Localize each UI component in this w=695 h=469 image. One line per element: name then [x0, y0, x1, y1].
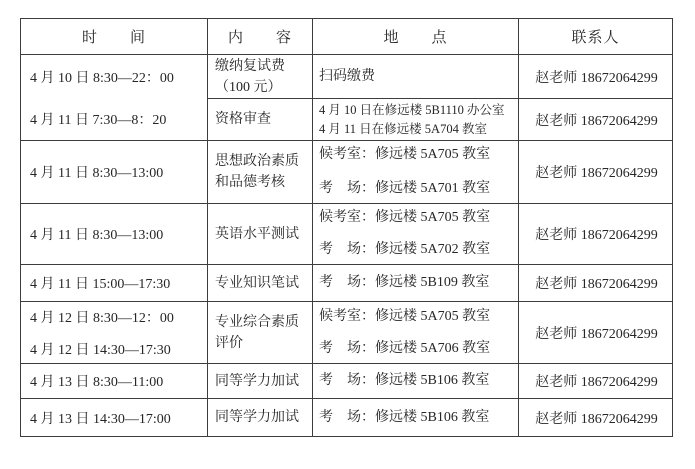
- time-cell: 4 月 11 日 15:00—17:30: [21, 265, 208, 302]
- contact-cell: 赵老师 18672064299: [519, 364, 673, 399]
- time-cell-merged: [21, 55, 208, 141]
- content-cell: 同等学力加试: [208, 399, 313, 437]
- time-cell: [21, 302, 208, 364]
- time-text: 4 月 12 日 8:30—12：00: [30, 310, 174, 326]
- location-cell: 考 场：修远楼 5B106 教室: [313, 364, 519, 399]
- content-text: （100 元）: [215, 79, 282, 95]
- time-text: 4 月 11 日 7:30—8：20: [30, 112, 167, 128]
- location-cell: [313, 141, 519, 204]
- table-row: [21, 141, 673, 204]
- content-cell: 专业知识笔试: [208, 265, 313, 302]
- time-text: 4 月 10 日 8:30—22：00: [30, 70, 174, 86]
- header-contact: 联系人: [519, 19, 673, 55]
- table-row: [21, 204, 673, 265]
- contact-cell: 赵老师 18672064299: [519, 265, 673, 302]
- contact-cell: 赵老师 18672064299: [519, 204, 673, 265]
- header-time: 时 间: [21, 19, 208, 55]
- time-text: 4 月 12 日 14:30—17:30: [30, 342, 171, 358]
- contact-cell: 赵老师 18672064299: [519, 99, 673, 141]
- location-text: 4 月 11 日在修远楼 5A704 教室: [319, 121, 487, 136]
- location-cell: 考 场：修远楼 5B106 教室: [313, 399, 519, 437]
- schedule-table-container: [20, 18, 673, 437]
- time-cell: 4 月 11 日 8:30—13:00: [21, 141, 208, 204]
- table-row: [21, 364, 673, 399]
- location-text: 扫码缴费: [319, 68, 375, 84]
- time-cell: 4 月 13 日 14:30—17:00: [21, 399, 208, 437]
- content-cell: 资格审查: [208, 99, 313, 141]
- content-text: 和品德考核: [215, 175, 285, 190]
- exam-schedule-table: [20, 18, 673, 437]
- header-row: [21, 19, 673, 55]
- content-text: 评价: [215, 335, 243, 351]
- table-row: [21, 302, 673, 364]
- location-cell: [313, 55, 519, 99]
- contact-cell: 赵老师 18672064299: [519, 55, 673, 99]
- content-text: 思想政治素质: [215, 154, 299, 169]
- location-text: 候考室：修远楼 5A705 教室: [319, 308, 491, 324]
- time-cell: 4 月 13 日 8:30—11:00: [21, 364, 208, 399]
- content-cell: 英语水平测试: [208, 204, 313, 265]
- location-cell: [313, 99, 519, 141]
- location-text: 候考室：修远楼 5A705 教室: [319, 147, 491, 162]
- contact-cell: 赵老师 18672064299: [519, 399, 673, 437]
- content-cell: [208, 141, 313, 204]
- contact-cell: 赵老师 18672064299: [519, 302, 673, 364]
- table-row: [21, 399, 673, 437]
- time-cell: 4 月 11 日 8:30—13:00: [21, 204, 208, 265]
- location-text: 候考室：修远楼 5A705 教室: [319, 210, 491, 225]
- content-cell: [208, 302, 313, 364]
- location-text: 考 场：修远楼 5A702 教室: [319, 242, 491, 257]
- location-cell: 考 场：修远楼 5B109 教室: [313, 265, 519, 302]
- location-text: 考 场：修远楼 5A701 教室: [319, 181, 491, 196]
- table-row: [21, 55, 673, 99]
- contact-cell: 赵老师 18672064299: [519, 141, 673, 204]
- header-location: 地 点: [313, 19, 519, 55]
- content-cell: 同等学力加试: [208, 364, 313, 399]
- content-cell: [208, 55, 313, 99]
- content-text: 专业综合素质: [215, 314, 299, 330]
- header-content: 内 容: [208, 19, 313, 55]
- location-cell: [313, 302, 519, 364]
- location-cell: [313, 204, 519, 265]
- table-row: [21, 265, 673, 302]
- location-text: 4 月 10 日在修远楼 5B1110 办公室: [319, 102, 505, 117]
- location-text: 考 场：修远楼 5A706 教室: [319, 340, 491, 356]
- content-text: 缴纳复试费: [215, 58, 285, 74]
